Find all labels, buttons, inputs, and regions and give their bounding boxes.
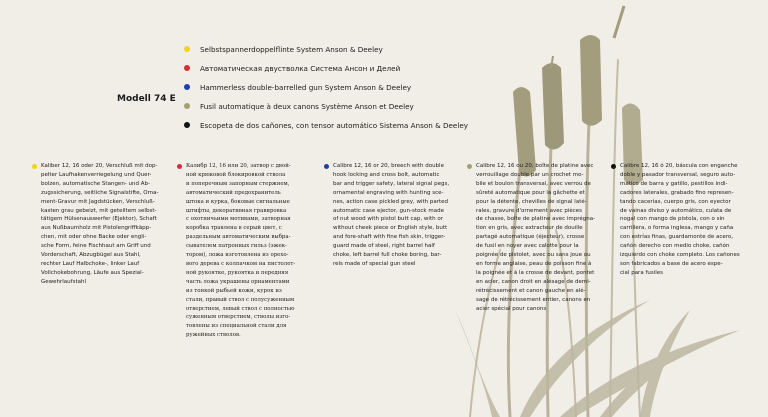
red-dot-icon xyxy=(184,65,190,71)
yellow-dot-icon xyxy=(184,46,190,52)
title-text: Hammerless double-barrelled gun System Anson & Deeley xyxy=(200,82,412,92)
red-dot-icon xyxy=(177,164,182,169)
cattail-spike xyxy=(614,6,624,38)
model-name: Modell 74 E xyxy=(117,94,176,104)
description-english xyxy=(333,162,465,269)
reed-leaf xyxy=(455,310,500,417)
title-french xyxy=(184,100,414,112)
reed-stem xyxy=(610,60,618,417)
description-text: Calibre 12, 16 or 20, breech with double hook locking and cross bolt, automatic bar and trigger safety, lateral signal pegs, ornamental engraving with hunting sce- nes, action case pickled grey, with parted automatic case ejector, gun-stock made of nut wood with pistol butt cap, with or without cheek piece or English style, butt and fore-shaft with fine fish skin, trigger- guard made of steel, right barrel half choke, left barrel full choke boring, bar- rels made of special gun steel xyxy=(333,163,450,267)
title-text: Fusil automatique à deux canons Système Anson et Deeley xyxy=(200,101,414,111)
description-french xyxy=(476,162,608,313)
title-text: Selbstspannerdoppelflinte System Anson & Deeley xyxy=(200,44,383,54)
title-spanish xyxy=(184,119,468,131)
description-spanish xyxy=(620,162,754,278)
title-russian xyxy=(184,62,400,74)
title-text: Escopeta de dos cañones, con tensor automático Sistema Anson & Deeley xyxy=(200,120,469,130)
yellow-dot-icon xyxy=(32,164,37,169)
cattail-head xyxy=(542,63,564,150)
description-text: Calibre 12, 16 ó 20, báscula con enganche doble y pasador transversal, seguro auto- mático de barra y gatillo, pestillos indi- cadores laterales, grabado fino represen- tando cacerías, cuerpo gris, con eyector de vainas diviso y automático, culata de nogal con mango de pistola, con o sin carrillera, o forma inglesa, mango y caña con estrías finas, guardamonte de acero, cañón derecho con medio choke, cañón izquierdo con choke completo. Los cañones son fabricados a base de acero espe- cial para fusiles xyxy=(620,163,740,276)
description-text: Калибр 12, 16 или 20, затвор с двой- ной крюковой блокировкой ствола и поперечным запорным стержнем, автоматический предохранитель штока и курка, боковые сигнальные штифты, декоративная гравировка с охотничьими мотивами, затворная коробка травлена в серый цвет, с раздельным автоматическим выбра- сывателем патронных гильз (эжек- тором), ложа изготовлена из орехо- вого дерева с колпачком на пистолет- ной рукоятке, рукоятка и передняя часть ложа украшены орнаментами из тонкой рыбьей кожи, курок из стали, правый ствол с полусуженным отверстием, левый ствол с полностью суженным отверстием, стволы изго- товлены из специальной стали для ружейных стволов. xyxy=(186,163,296,339)
blue-dot-icon xyxy=(184,84,190,90)
olive-dot-icon xyxy=(467,164,472,169)
title-text: Автоматическая двустволка Система Ансон и Делей xyxy=(200,63,401,73)
title-english xyxy=(184,81,411,93)
description-text: Calibre 12, 16 ou 20, boîte de platine avec verrouillage double par un crochet mo- bile et boulon transversal, avec verrou de sûreté automatique pour la gâchette et pour la détente, chevilles de signal laté- rales, gravure d'ornement avec pièces de chasse, boîte de platine avec imprégna- tion en gris, avec extracteur de douille partagé automatique (éjecteur), crosse de fusil en noyer avec calotte pour la poignée de pistolet, avec ou sans joue ou en forme anglaise, peau de poisson fine à la poignée et à la crosse de devant, pontet en acier, canon droit en alésage de demi- rétrécissement et canon gauche en alé- sage de rétrécissement entier, canons en acier spécial pour canons xyxy=(476,163,596,312)
description-russian xyxy=(186,162,318,340)
black-dot-icon xyxy=(611,164,616,169)
description-text: Kaliber 12, 16 oder 20, Verschluß mit dop- pelter Laufhakenverriegelung und Quer- bolzen, automatische Stangen- und Ab- zugssicherung, seitliche Signalstifte, Orna- ment-Gravur mit Jagdstücken, Verschluß- kasten grau gebeizt, mit geteiltem selbst- tätigem Hülsenauswerfer (Ejektor), Schaft aus Nußbaumholz mit Pistolengriffkäpp- chen, mit oder ohne Backe oder engli- sche Form, feine Fischhaut am Griff und Vorderschaft, Abzugbügel aus Stahl, rechter Lauf Halbchoke-, linker Lauf Vollchokebohrung, Läufe aus Spezial- Gewehrlaufstahl xyxy=(41,163,159,285)
black-dot-icon xyxy=(184,122,190,128)
title-german xyxy=(184,43,383,55)
cattail-head xyxy=(580,35,602,126)
description-german xyxy=(41,162,169,287)
olive-dot-icon xyxy=(184,103,190,109)
blue-dot-icon xyxy=(324,164,329,169)
